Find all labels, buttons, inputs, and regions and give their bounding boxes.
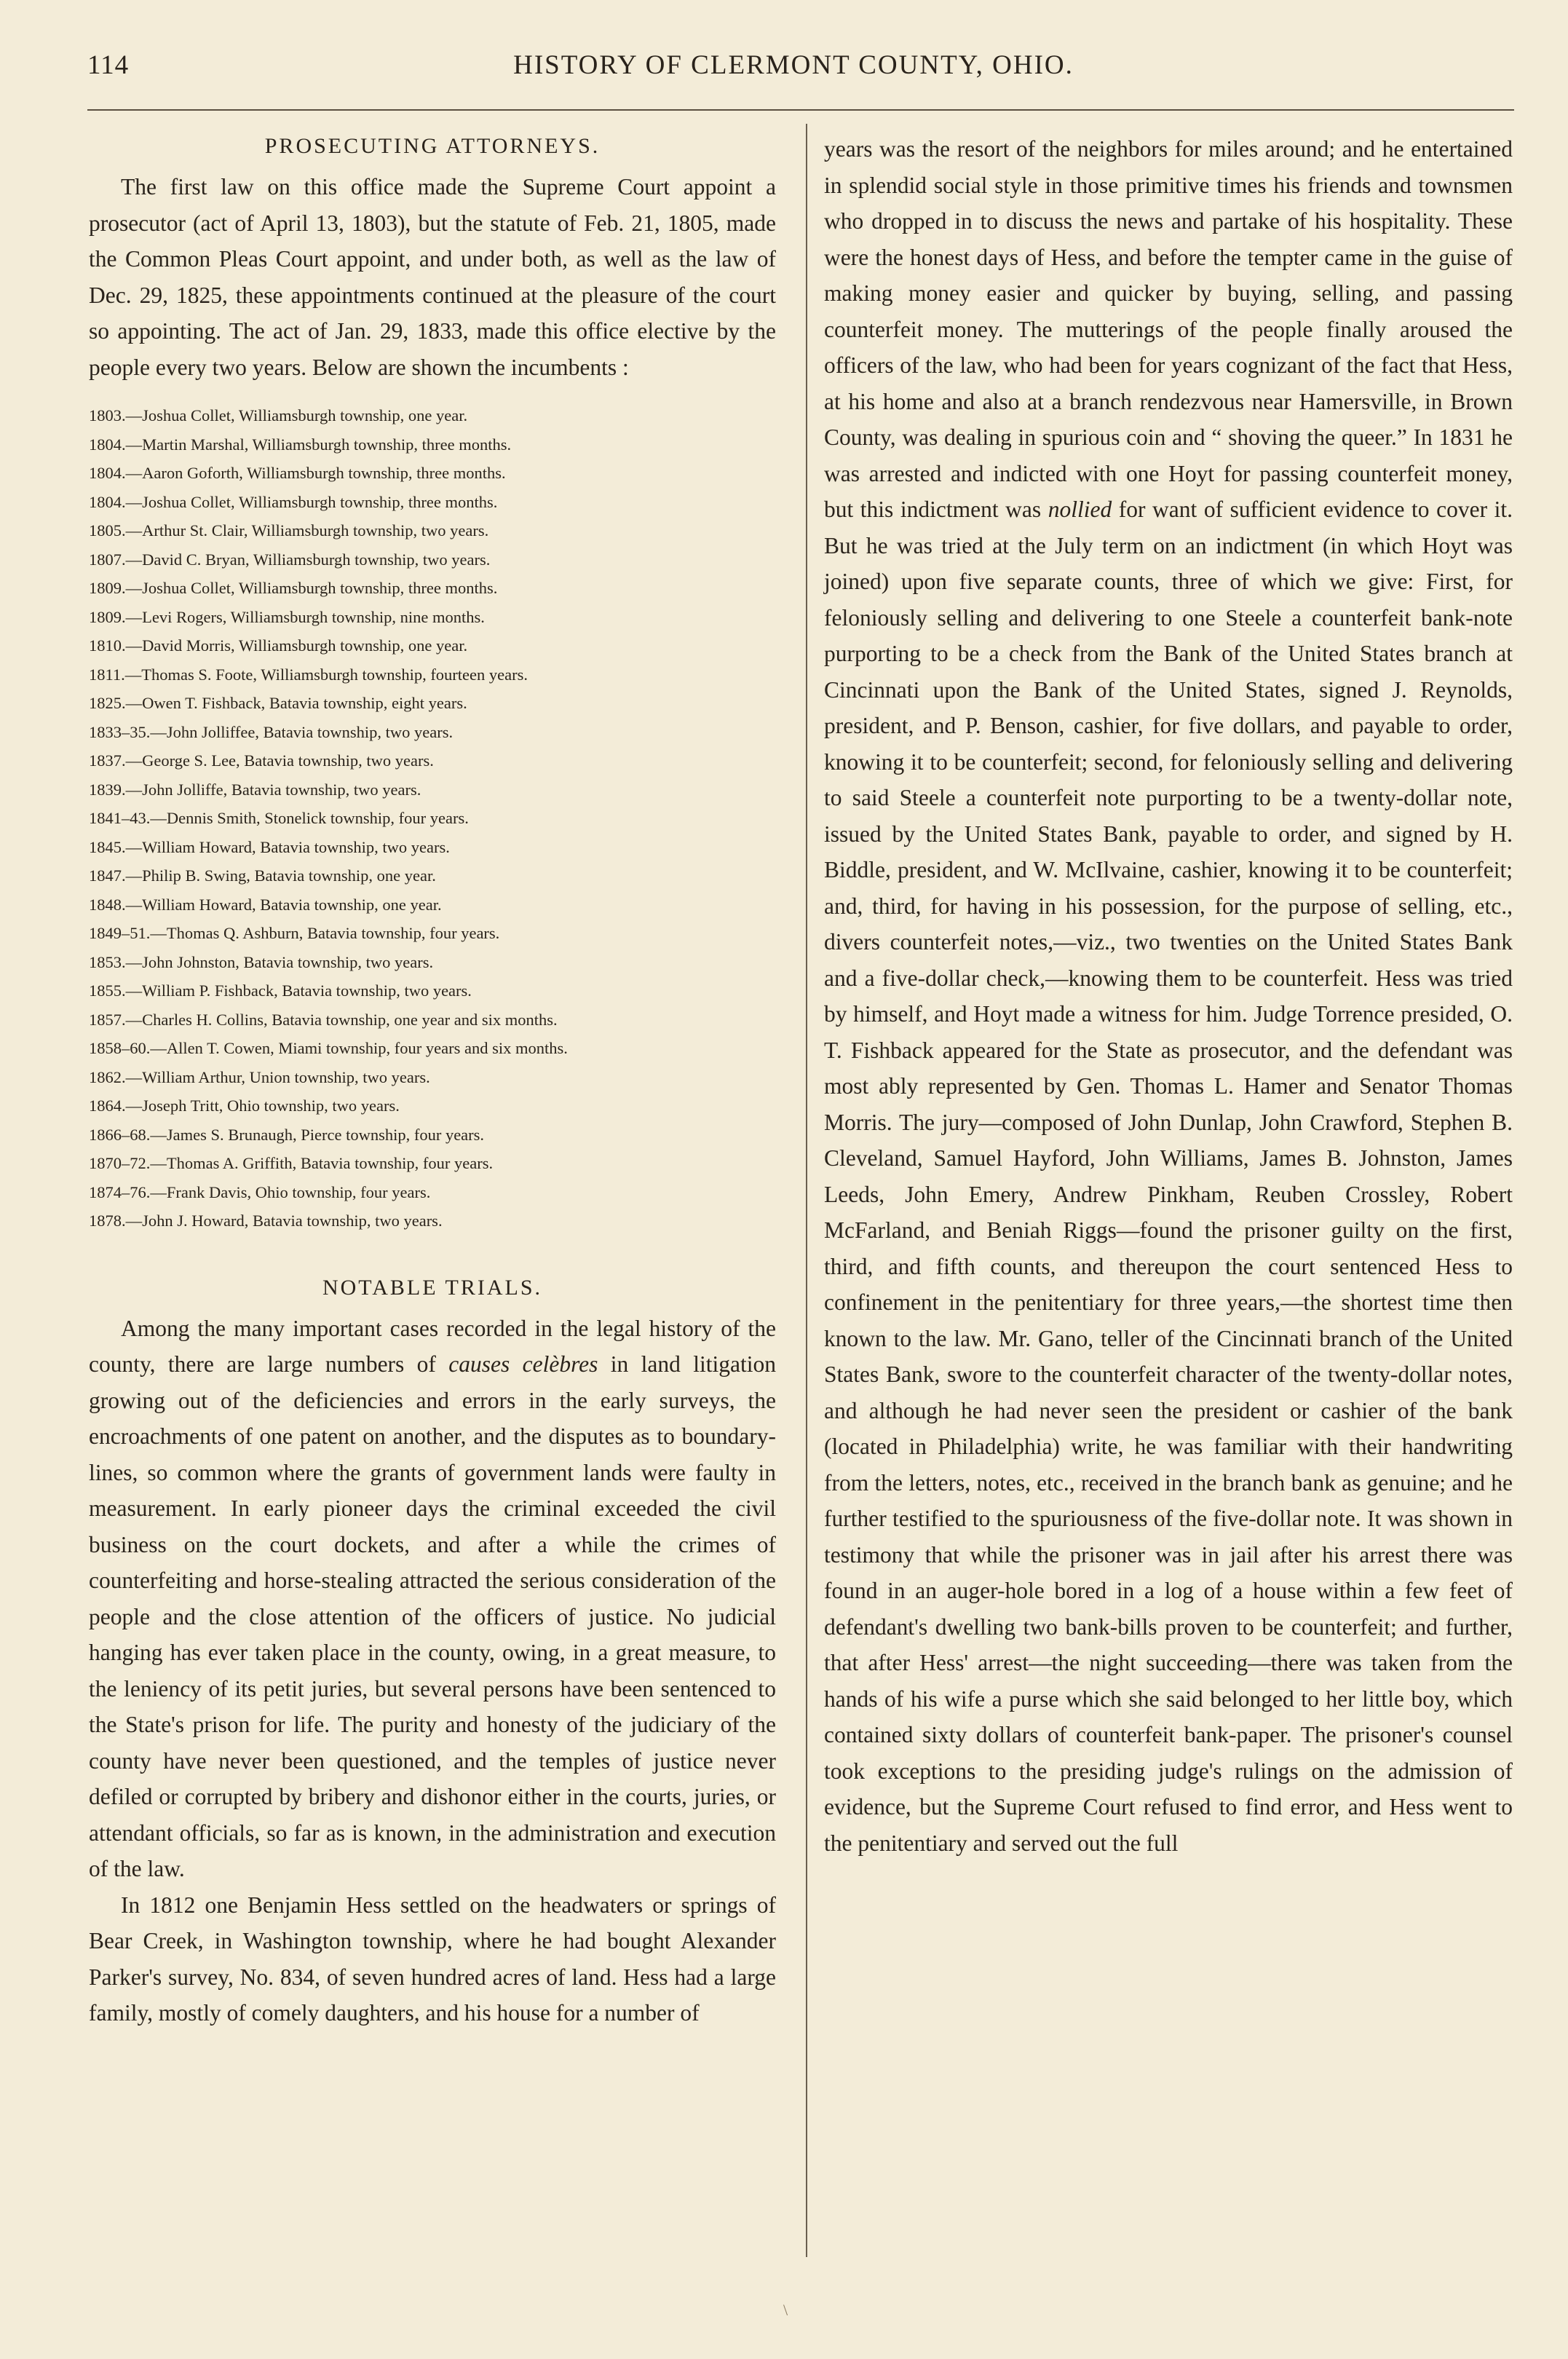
- page-number: 114: [87, 50, 130, 80]
- list-item: 1805.—Arthur St. Clair, Williamsburgh township, two years.: [89, 521, 489, 540]
- paragraph-text: years was the resort of the neighbors for miles around; and he entertained in splendid social style in those primitive times his friends and townsmen who dropped in to discuss the news and partake of his hospitality. These were the honest days of Hess, and before the tempter came in the guise of making money easier and quicker by buying, selling, and passing counterfeit money. The mutterings of the people finally aroused the officers of the law, who had been for years cognizant of the fact that Hess, at his home and also at a branch rendezvous near Hamersville, in Brown County, was dealing in spurious coin and “ shoving the queer.” In 1831 he was arrested and indicted with one Hoyt for passing counterfeit money, but this indictment was: [824, 136, 1513, 522]
- list-item: 1849–51.—Thomas Q. Ashburn, Batavia township, four years.: [89, 924, 500, 942]
- paragraph-text: Among the many important cases recorded in the legal history of the county, there are large numbers of: [89, 1315, 776, 1377]
- list-item: 1847.—Philip B. Swing, Batavia township, one year.: [89, 866, 436, 885]
- header-rule: [87, 109, 1514, 111]
- prosecuting-intro-paragraph: The first law on this office made the Supreme Court appoint a prosecutor (act of April 13, 1803), but the statute of Feb. 21, 1805, made the Common Pleas Court appoint, and under both, as well as the law of Dec. 29, 1825, these appointments continued at the pleasure of the court so appointing. The act of Jan. 29, 1833, made this office elective by the people every two years. Below are shown the incumbents :: [89, 174, 776, 380]
- prosecuting-attorneys-heading: PROSECUTING ATTORNEYS.: [264, 134, 601, 158]
- list-item: 1811.—Thomas S. Foote, Williamsburgh township, fourteen years.: [89, 665, 528, 684]
- italic-word: nollied: [1048, 497, 1112, 522]
- list-item: 1874–76.—Frank Davis, Ohio township, four years.: [89, 1182, 431, 1201]
- notable-trials-paragraph-1: [89, 1311, 776, 1887]
- paragraph-text: for want of sufficient evidence to cover it. But he was tried at the July term on an indictment (in which Hoyt was joined) upon five separate counts, three of which we give: First, for feloniously selling and delivering to one Steele a counterfeit bank-note purporting to be a check from the Bank of the United States branch at Cincinnati upon the Bank of the United States, signed J. Reynolds, president, and P. Benson, cashier, for five dollars, and payable to order, knowing it to be counterfeit; second, for feloniously selling and delivering to said Steele a counterfeit note purporting to be a twenty-dollar note, issued by the United States Bank, payable to order, and signed by H. Biddle, president, and W. McIlvaine, cashier, knowing it to be counterfeit; and, third, for having in his possession, for the purpose of selling, etc., divers counterfeit notes,—viz., two twenties on the United States Bank and a five-dollar check,—knowing them to be counterfeit. Hess was tried by himself, and Hoyt made a witness for him. Judge Torrence presided, O. T. Fishback appeared for the State as prosecutor, and the defendant was most ably represented by Gen. Thomas L. Hamer and Senator Thomas Morris. The jury—composed of John Dunlap, John Crawford, Stephen B. Cleveland, Samuel Hayford, John Williams, James B. Johnston, James Leeds, John Emery, Andrew Pinkham, Reuben Crossley, Robert McFarland, and Beniah Riggs—found the prisoner guilty on the first, third, and fifth counts, and thereupon the court sentenced Hess to confinement in the penitentiary for three years,—the shortest time then known to the law. Mr. Gano, teller of the Cincinnati branch of the United States Bank, swore to the counterfeit character of the twenty-dollar notes, and although he had never seen the president or cashier of the bank (located in Philadelphia) write, he was familiar with their handwriting from the letters, notes, etc., received in the branch bank as genuine; and he further testified to the spuriousness of the five-dollar note. It was shown in testimony that while the prisoner was in jail after his arrest there was found in an auger-hole bored in a log of a house within a few feet of defendant's dwelling two bank-bills proven to be counterfeit; and further, that after Hess' arrest—the night succeeding—there was taken from the hands of his wife a purse which she said belonged to her little boy, which contained sixty dollars of counterfeit bank-paper. The prisoner's counsel took exceptions to the presiding judge's rulings on the admission of evidence, but the Supreme Court refused to find error, and Hess went to the penitentiary and served out the full: [824, 497, 1513, 1856]
- left-column: [89, 131, 776, 2031]
- list-item: 1833–35.—John Jolliffee, Batavia township, two years.: [89, 722, 454, 741]
- column-divider: [806, 124, 807, 2257]
- incumbents-list: [89, 401, 776, 1236]
- list-item: 1853.—John Johnston, Batavia township, two years.: [89, 952, 434, 971]
- list-item: 1810.—David Morris, Williamsburgh township, one year.: [89, 636, 468, 655]
- list-item: 1807.—David C. Bryan, Williamsburgh township, two years.: [89, 550, 491, 569]
- list-item: 1866–68.—James S. Brunaugh, Pierce township, four years.: [89, 1125, 485, 1144]
- list-item: 1837.—George S. Lee, Batavia township, two years.: [89, 751, 434, 770]
- paragraph-text: in land litigation growing out of the deficiencies and errors in the early surveys, the encroachments of one patent on another, and the disputes as to boundary-lines, so common where the grants of government lands were faulty in measurement. In early pioneer days the criminal exceeded the civil business on the court dockets, and after a while the crimes of counterfeiting and horse-stealing attracted the serious consideration of the people and the close attention of the officers of justice. No judicial hanging has ever taken place in the county, owing, in a great measure, to the leniency of its petit juries, but several persons have been sentenced to the State's prison for life. The purity and honesty of the judiciary of the county have never been questioned, and the temples of justice never defiled or corrupted by bribery and dishonor either in the courts, juries, or attendant officials, so far as is known, in the administration and execution of the law.: [89, 1351, 776, 1881]
- italic-phrase: causes celèbres: [448, 1351, 598, 1377]
- list-item: 1858–60.—Allen T. Cowen, Miami township, four years and six months.: [89, 1039, 568, 1057]
- list-item: 1870–72.—Thomas A. Griffith, Batavia township, four years.: [89, 1154, 494, 1172]
- hess-trial-paragraph: [824, 131, 1513, 1861]
- list-item: 1848.—William Howard, Batavia township, one year.: [89, 895, 442, 914]
- list-item: 1857.—Charles H. Collins, Batavia township, one year and six months.: [89, 1010, 558, 1029]
- list-item: 1804.—Joshua Collet, Williamsburgh township, three months.: [89, 492, 498, 511]
- list-item: 1878.—John J. Howard, Batavia township, two years.: [89, 1212, 443, 1230]
- stray-mark: \: [783, 2301, 788, 2319]
- list-item: 1845.—William Howard, Batavia township, two years.: [89, 837, 450, 856]
- notable-trials-heading: NOTABLE TRIALS.: [322, 1275, 543, 1300]
- list-item: 1841–43.—Dennis Smith, Stonelick township, four years.: [89, 809, 469, 827]
- list-item: 1825.—Owen T. Fishback, Batavia township, eight years.: [89, 694, 467, 712]
- list-item: 1804.—Aaron Goforth, Williamsburgh township, three months.: [89, 464, 506, 482]
- right-column: [824, 131, 1513, 1861]
- running-title: HISTORY OF CLERMONT COUNTY, OHIO.: [513, 50, 1074, 80]
- list-item: 1803.—Joshua Collet, Williamsburgh township, one year.: [89, 406, 468, 424]
- list-item: 1804.—Martin Marshal, Williamsburgh township, three months.: [89, 435, 512, 454]
- page-header: [80, 50, 1507, 93]
- list-item: 1855.—William P. Fishback, Batavia township, two years.: [89, 981, 472, 1000]
- list-item: 1862.—William Arthur, Union township, two years.: [89, 1067, 430, 1086]
- notable-trials-section: [89, 1276, 776, 2031]
- list-item: 1809.—Levi Rogers, Williamsburgh township, nine months.: [89, 607, 485, 626]
- notable-trials-paragraph-2: In 1812 one Benjamin Hess settled on the headwaters or springs of Bear Creek, in Washington township, where he had bought Alexander Parker's survey, No. 834, of seven hundred acres of land. Hess had a large family, mostly of comely daughters, and his house for a number of: [89, 1892, 776, 2026]
- list-item: 1864.—Joseph Tritt, Ohio township, two years.: [89, 1096, 400, 1115]
- list-item: 1809.—Joshua Collet, Williamsburgh township, three months.: [89, 579, 498, 597]
- list-item: 1839.—John Jolliffe, Batavia township, two years.: [89, 780, 421, 799]
